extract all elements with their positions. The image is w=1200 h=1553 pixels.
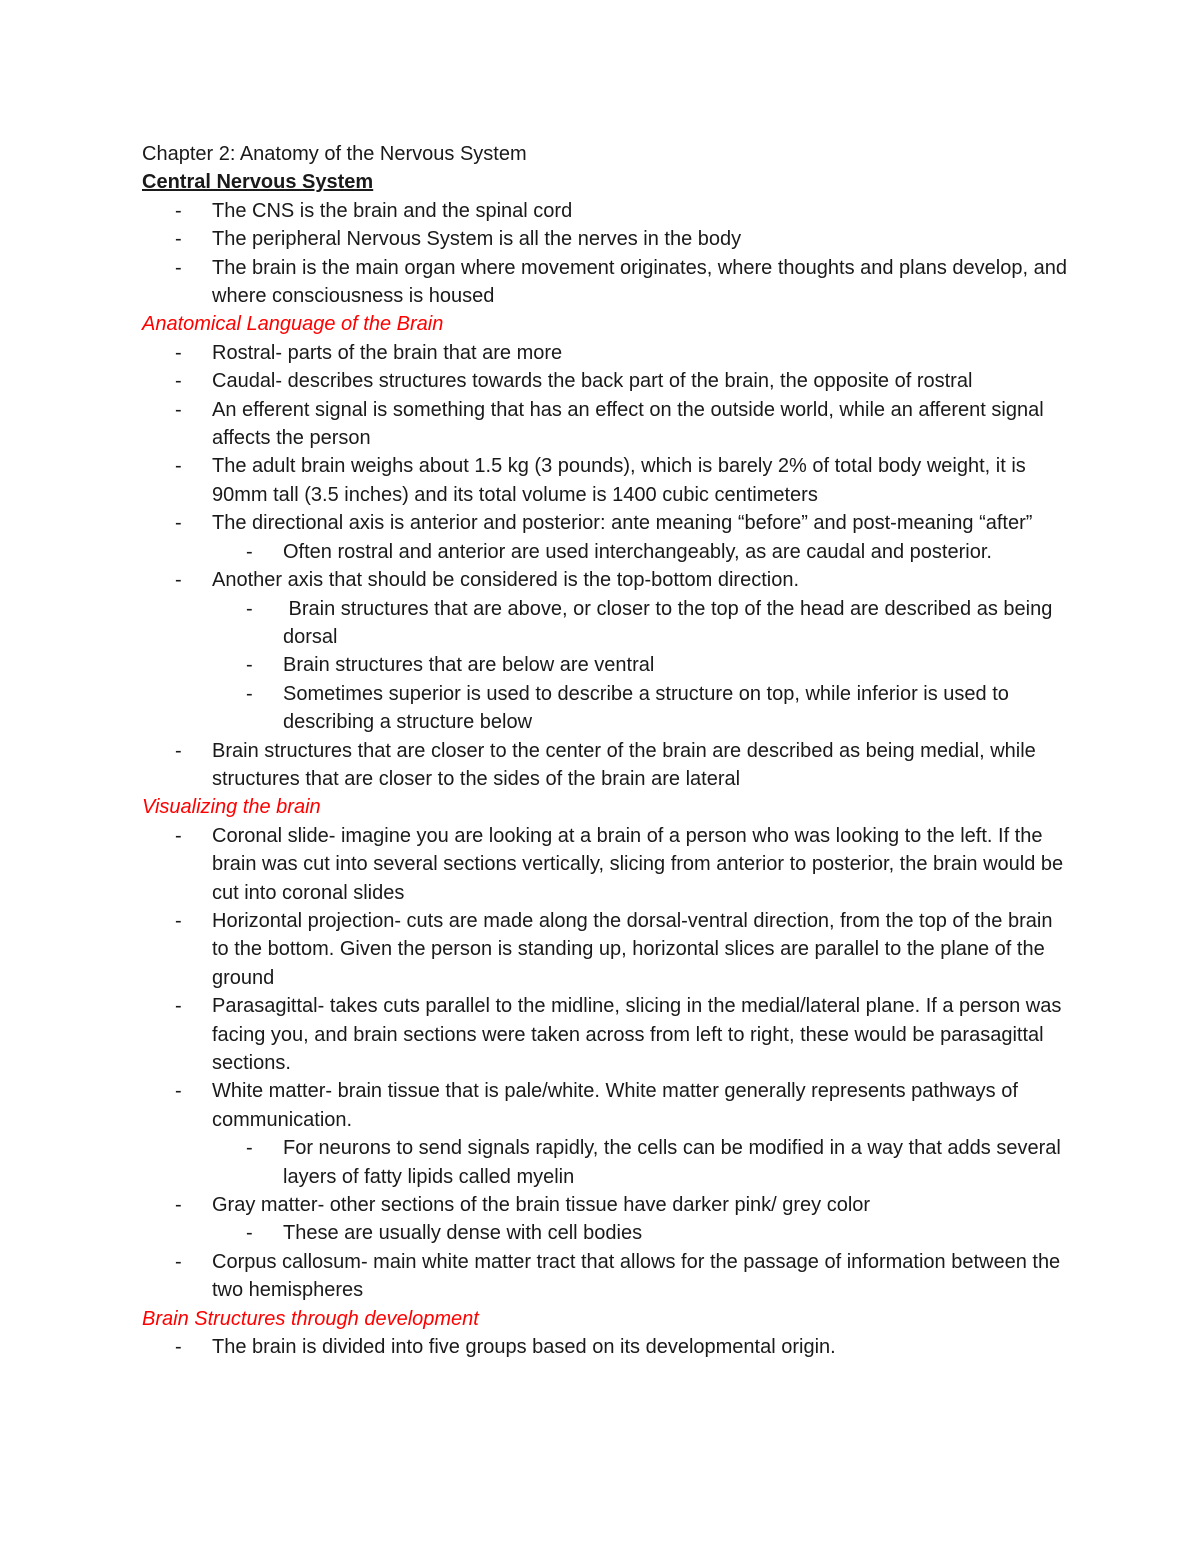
list-item-text: An efferent signal is something that has an effect on the outside world, while an afferent signal affects the person: [212, 398, 1044, 450]
bullet-dash: -: [175, 824, 182, 847]
list-item-text: Coronal slide- imagine you are looking at a brain of a person who was looking to the left. If the brain was cut into several sections vertically, slicing from anterior to posterior, the brain would be cut into coronal slides: [212, 824, 1064, 904]
bullet-dash: -: [175, 512, 182, 535]
list-item: [142, 452, 1072, 509]
sub-list-item: [142, 595, 1072, 652]
list-item: [142, 907, 1072, 992]
bullet-dash: -: [175, 1080, 182, 1103]
list-item: [142, 1248, 1072, 1305]
bullet-dash: -: [246, 597, 253, 620]
list-item-text: Sometimes superior is used to describe a structure on top, while inferior is used to describing a structure below: [283, 682, 1009, 734]
bullet-dash: -: [175, 1194, 182, 1217]
sub-list-item: [142, 538, 1072, 566]
section-heading: Anatomical Language of the Brain: [142, 313, 444, 336]
bullet-dash: -: [175, 569, 182, 592]
list-item-text: Horizontal projection- cuts are made along the dorsal-ventral direction, from the top of the brain to the bottom. Given the person is standing up, horizontal slices are parallel to the plane of the ground: [212, 909, 1053, 989]
list-item: [142, 367, 1072, 395]
list-item-text: The peripheral Nervous System is all the nerves in the body: [212, 228, 742, 251]
bullet-dash: -: [175, 995, 182, 1018]
section-heading: Central Nervous System: [142, 171, 374, 194]
sub-list-item: [142, 1219, 1072, 1247]
list-item-text: Often rostral and anterior are used interchangeably, as are caudal and posterior.: [283, 540, 992, 563]
list-item-text: The CNS is the brain and the spinal cord: [212, 199, 573, 222]
list-item-text: The brain is the main organ where movement originates, where thoughts and plans develop, and where consciousness is housed: [212, 256, 1067, 308]
list-item-text: White matter- brain tissue that is pale/white. White matter generally represents pathways of communication.: [212, 1080, 1018, 1131]
list-item-text: The directional axis is anterior and posterior: ante meaning “before” and post-meaning “after”: [212, 512, 1033, 535]
bullet-dash: -: [175, 398, 182, 421]
list-item-text: Gray matter- other sections of the brain tissue have darker pink/ grey color: [212, 1194, 871, 1217]
list-item: [142, 992, 1072, 1077]
bullet-dash: -: [246, 654, 253, 677]
list-item: [142, 339, 1072, 367]
list-item: [142, 509, 1072, 537]
sub-list-item: [142, 651, 1072, 679]
list-item-text: Brain structures that are closer to the center of the brain are described as being medial, while structures that are closer to the sides of the brain are lateral: [212, 739, 1036, 790]
document-body: [142, 140, 1072, 1361]
list-item-text: Brain structures that are above, or closer to the top of the head are described as being dorsal: [283, 597, 1053, 648]
section-heading: Visualizing the brain: [142, 796, 321, 819]
list-item-text: Brain structures that are below are ventral: [283, 654, 655, 677]
list-item-text: Parasagittal- takes cuts parallel to the midline, slicing in the medial/lateral plane. If a person was facing you, and brain sections were taken across from left to right, these would be parasagittal sections.: [212, 995, 1062, 1074]
bullet-dash: -: [175, 455, 182, 478]
list-item: [142, 1333, 1072, 1361]
list-item-text: The brain is divided into five groups based on its developmental origin.: [212, 1336, 836, 1359]
bullet-dash: -: [246, 1137, 253, 1160]
bullet-dash: -: [175, 909, 182, 932]
list-item: [142, 254, 1072, 311]
bullet-dash: -: [175, 739, 182, 762]
bullet-dash: -: [246, 540, 253, 563]
sub-list-item: [142, 1134, 1072, 1191]
list-item: [142, 197, 1072, 225]
list-item: [142, 822, 1072, 907]
list-item-text: For neurons to send signals rapidly, the cells can be modified in a way that adds several layers of fatty lipids called myelin: [283, 1137, 1061, 1188]
list-item-text: Corpus callosum- main white matter tract that allows for the passage of information between the two hemispheres: [212, 1250, 1061, 1302]
list-item-text: These are usually dense with cell bodies: [283, 1222, 643, 1245]
list-item-text: The adult brain weighs about 1.5 kg (3 pounds), which is barely 2% of total body weight, it is 90mm tall (3.5 inches) and its total volume is 1400 cubic centimeters: [212, 455, 1026, 506]
document-title: Chapter 2: Anatomy of the Nervous System: [142, 143, 527, 165]
list-item: [142, 225, 1072, 253]
section-heading: Brain Structures through development: [142, 1307, 479, 1330]
list-item-text: Rostral- parts of the brain that are more: [212, 341, 563, 364]
bullet-dash: -: [175, 1336, 182, 1359]
bullet-dash: -: [246, 1222, 253, 1245]
bullet-dash: -: [175, 199, 182, 222]
document-sections: [142, 168, 1072, 1361]
bullet-dash: -: [246, 682, 253, 705]
bullet-dash: -: [175, 370, 182, 393]
bullet-dash: -: [175, 1250, 182, 1273]
list-item: [142, 737, 1072, 794]
list-item: [142, 396, 1072, 453]
list-item: [142, 1191, 1072, 1219]
bullet-dash: -: [175, 256, 182, 279]
bullet-dash: -: [175, 228, 182, 251]
list-item-text: Caudal- describes structures towards the back part of the brain, the opposite of rostral: [212, 370, 973, 393]
list-item: [142, 566, 1072, 594]
list-item-text: Another axis that should be considered is the top-bottom direction.: [212, 569, 800, 592]
list-item: [142, 1077, 1072, 1134]
bullet-dash: -: [175, 341, 182, 364]
sub-list-item: [142, 680, 1072, 737]
